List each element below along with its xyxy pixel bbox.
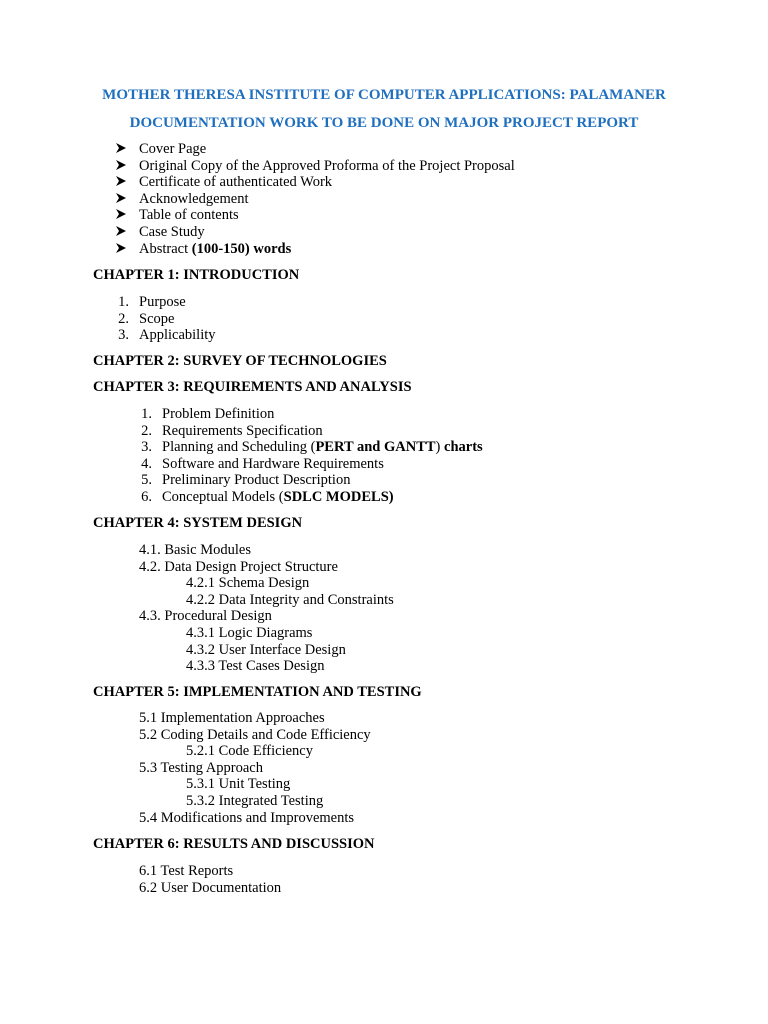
list-item: 3. Planning and Scheduling (PERT and GANTT) charts bbox=[141, 439, 483, 456]
list-item: 4.1. Basic Modules bbox=[139, 542, 251, 558]
chapter-4-heading: CHAPTER 4: SYSTEM DESIGN bbox=[93, 515, 303, 531]
chapter-5-heading: CHAPTER 5: IMPLEMENTATION AND TESTING bbox=[93, 684, 422, 700]
list-item: 2. Scope bbox=[118, 310, 175, 327]
chapter-6-heading: CHAPTER 6: RESULTS AND DISCUSSION bbox=[93, 836, 375, 852]
arrow-bullet-icon bbox=[115, 174, 139, 191]
list-item: 6.2 User Documentation bbox=[139, 879, 282, 896]
chapter-1-heading: CHAPTER 1: INTRODUCTION bbox=[93, 267, 300, 283]
list-item: 4.3. Procedural Design bbox=[139, 608, 272, 625]
list-item: 5.3 Testing Approach bbox=[139, 759, 263, 776]
list-item: Abstract (100-150) words bbox=[115, 241, 515, 258]
list-item: 4.2.2 Data Integrity and Constraints bbox=[186, 591, 394, 608]
list-item: Case Study bbox=[115, 224, 515, 241]
list-item: 6. Conceptual Models (SDLC MODELS) bbox=[141, 488, 394, 505]
chapter-4-list bbox=[139, 542, 394, 675]
list-item: 4.3.2 User Interface Design bbox=[186, 641, 346, 658]
list-item: Cover Page bbox=[115, 141, 515, 158]
arrow-bullet-icon bbox=[115, 141, 139, 158]
chapter-3-list bbox=[138, 406, 483, 506]
arrow-bullet-icon bbox=[115, 191, 139, 208]
arrow-bullet-icon bbox=[115, 224, 139, 241]
list-item: 5.3.2 Integrated Testing bbox=[186, 792, 324, 809]
chapter-5-list bbox=[139, 710, 371, 826]
list-item: 5.1 Implementation Approaches bbox=[139, 710, 325, 726]
front-matter-list bbox=[115, 141, 515, 257]
list-item: Original Copy of the Approved Proforma of the Project Proposal bbox=[115, 158, 515, 175]
list-item: 5.3.1 Unit Testing bbox=[186, 776, 291, 793]
list-item: 5. Preliminary Product Description bbox=[141, 472, 351, 489]
list-item: 3. Applicability bbox=[118, 327, 216, 344]
chapter-3-heading: CHAPTER 3: REQUIREMENTS AND ANALYSIS bbox=[93, 379, 412, 395]
list-item: 6.1 Test Reports bbox=[139, 863, 234, 879]
list-item: 4.3.3 Test Cases Design bbox=[186, 658, 325, 675]
list-item: 5.4 Modifications and Improvements bbox=[139, 809, 355, 826]
list-item: 4.2. Data Design Project Structure bbox=[139, 558, 338, 575]
chapter-2-heading: CHAPTER 2: SURVEY OF TECHNOLOGIES bbox=[93, 353, 387, 369]
arrow-bullet-icon bbox=[115, 158, 139, 175]
list-item: 5.2 Coding Details and Code Efficiency bbox=[139, 726, 371, 743]
list-item: Acknowledgement bbox=[115, 191, 515, 208]
chapter-1-list bbox=[115, 294, 216, 344]
list-item: 4. Software and Hardware Requirements bbox=[141, 455, 384, 472]
list-item: 5.2.1 Code Efficiency bbox=[186, 743, 313, 760]
list-item: 1. Problem Definition bbox=[141, 406, 275, 422]
list-item: 2. Requirements Specification bbox=[141, 422, 323, 439]
arrow-bullet-icon bbox=[115, 207, 139, 224]
report-subtitle: DOCUMENTATION WORK TO BE DONE ON MAJOR PROJECT REPORT bbox=[129, 115, 639, 131]
list-item: Table of contents bbox=[115, 207, 515, 224]
list-item: 4.3.1 Logic Diagrams bbox=[186, 624, 313, 641]
list-item: Certificate of authenticated Work bbox=[115, 174, 515, 191]
chapter-6-list bbox=[139, 863, 281, 896]
list-item: 1. Purpose bbox=[118, 294, 186, 310]
institute-title: MOTHER THERESA INSTITUTE OF COMPUTER APPLICATIONS: PALAMANER bbox=[102, 87, 666, 103]
list-item: 4.2.1 Schema Design bbox=[186, 575, 310, 592]
arrow-bullet-icon bbox=[115, 241, 139, 258]
